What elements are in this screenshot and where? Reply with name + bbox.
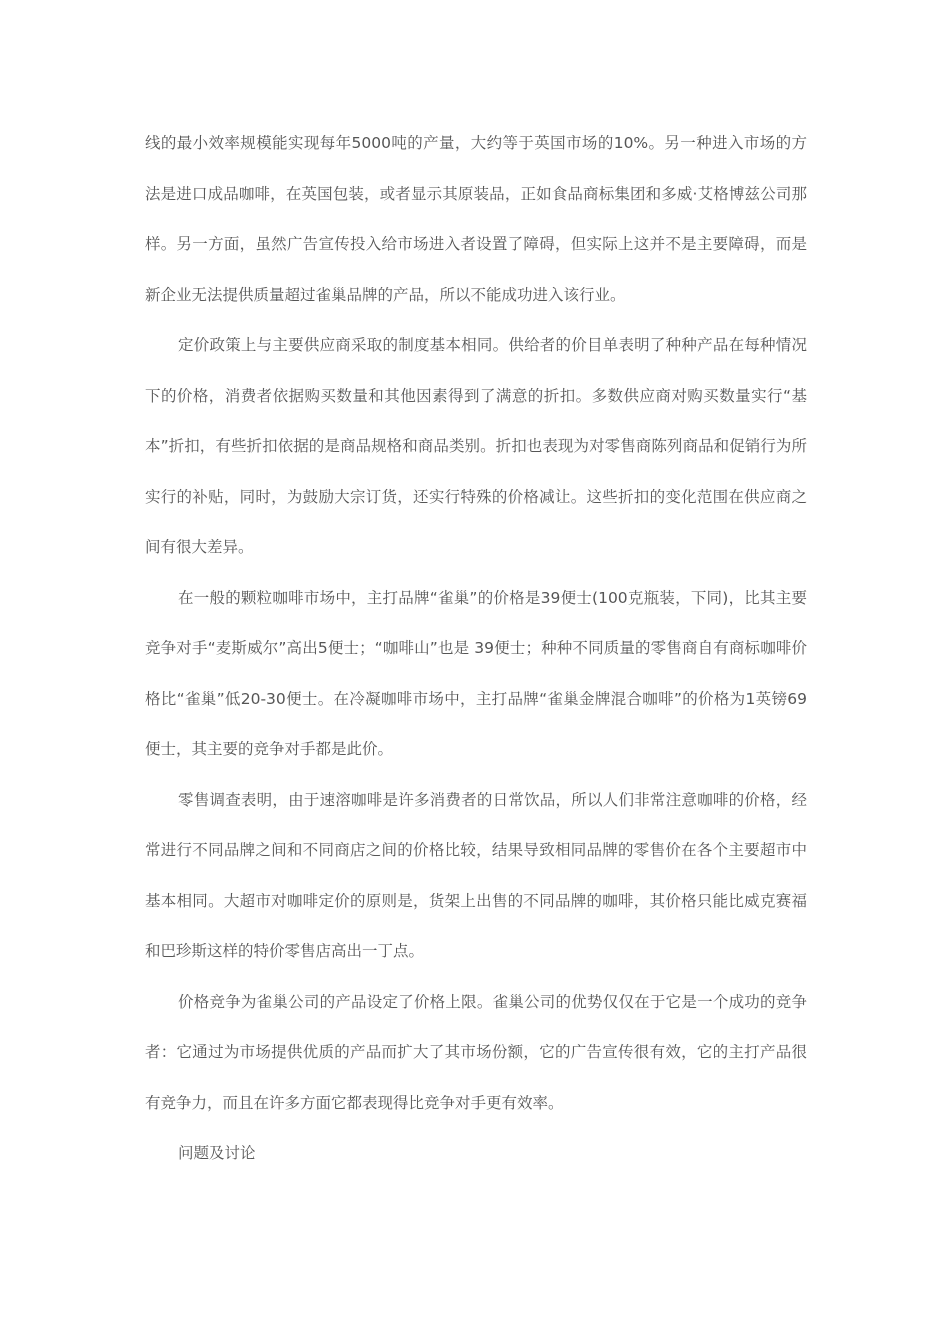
paragraph-retail-survey: 零售调查表明，由于速溶咖啡是许多消费者的日常饮品，所以人们非常注意咖啡的价格，经常进行不同品牌之间和不同商店之间的价格比较，结果导致相同品牌的零售价在各个主要超市中基本相同。大超市对咖啡定价的原则是，货架上出售的不同品牌的咖啡，其价格只能比威克赛福和巴珍斯这样的特价零售店高出一丁点。 [145,790,807,960]
document-body [145,118,807,1179]
section-heading-questions: 问题及讨论 [178,1144,256,1162]
paragraph-pricing-policy: 定价政策上与主要供应商采取的制度基本相同。供给者的价目单表明了种种产品在每种情况下的价格，消费者依据购买数量和其他因素得到了满意的折扣。多数供应商对购买数量实行“基本”折扣，有些折扣依据的是商品规格和商品类别。折扣也表现为对零售商陈列商品和促销行为所实行的补贴，同时，为鼓励大宗订货，还实行特殊的价格减让。这些折扣的变化范围在供应商之间有很大差异。 [145,336,807,556]
paragraph-entry-barriers: 线的最小效率规模能实现每年5000吨的产量，大约等于英国市场的10%。另一种进入市场的方法是进口成品咖啡，在英国包装，或者显示其原装品，正如食品商标集团和多威·艾格博兹公司那样。另一方面，虽然广告宣传投入给市场进入者设置了障碍，但实际上这并不是主要障碍，而是新企业无法提供质量超过雀巢品牌的产品，所以不能成功进入该行业。 [145,134,807,304]
paragraph-price-competition: 价格竞争为雀巢公司的产品设定了价格上限。雀巢公司的优势仅仅在于它是一个成功的竞争者：它通过为市场提供优质的产品而扩大了其市场份额，它的广告宣传很有效，它的主打产品很有竞争力，而且在许多方面它都表现得比竞争对手更有效率。 [145,992,807,1112]
paragraph-granule-coffee-prices: 在一般的颗粒咖啡市场中，主打品牌“雀巢”的价格是39便士(100克瓶装，下同)，比其主要竞争对手“麦斯威尔”高出5便士；“咖啡山”也是 39便士；种种不同质量的零售商自有商标咖啡价格比“雀巢”低20-30便士。在冷凝咖啡市场中，主打品牌“雀巢金牌混合咖啡”的价格为1英镑69便士，其主要的竞争对手都是此价。 [145,588,807,758]
